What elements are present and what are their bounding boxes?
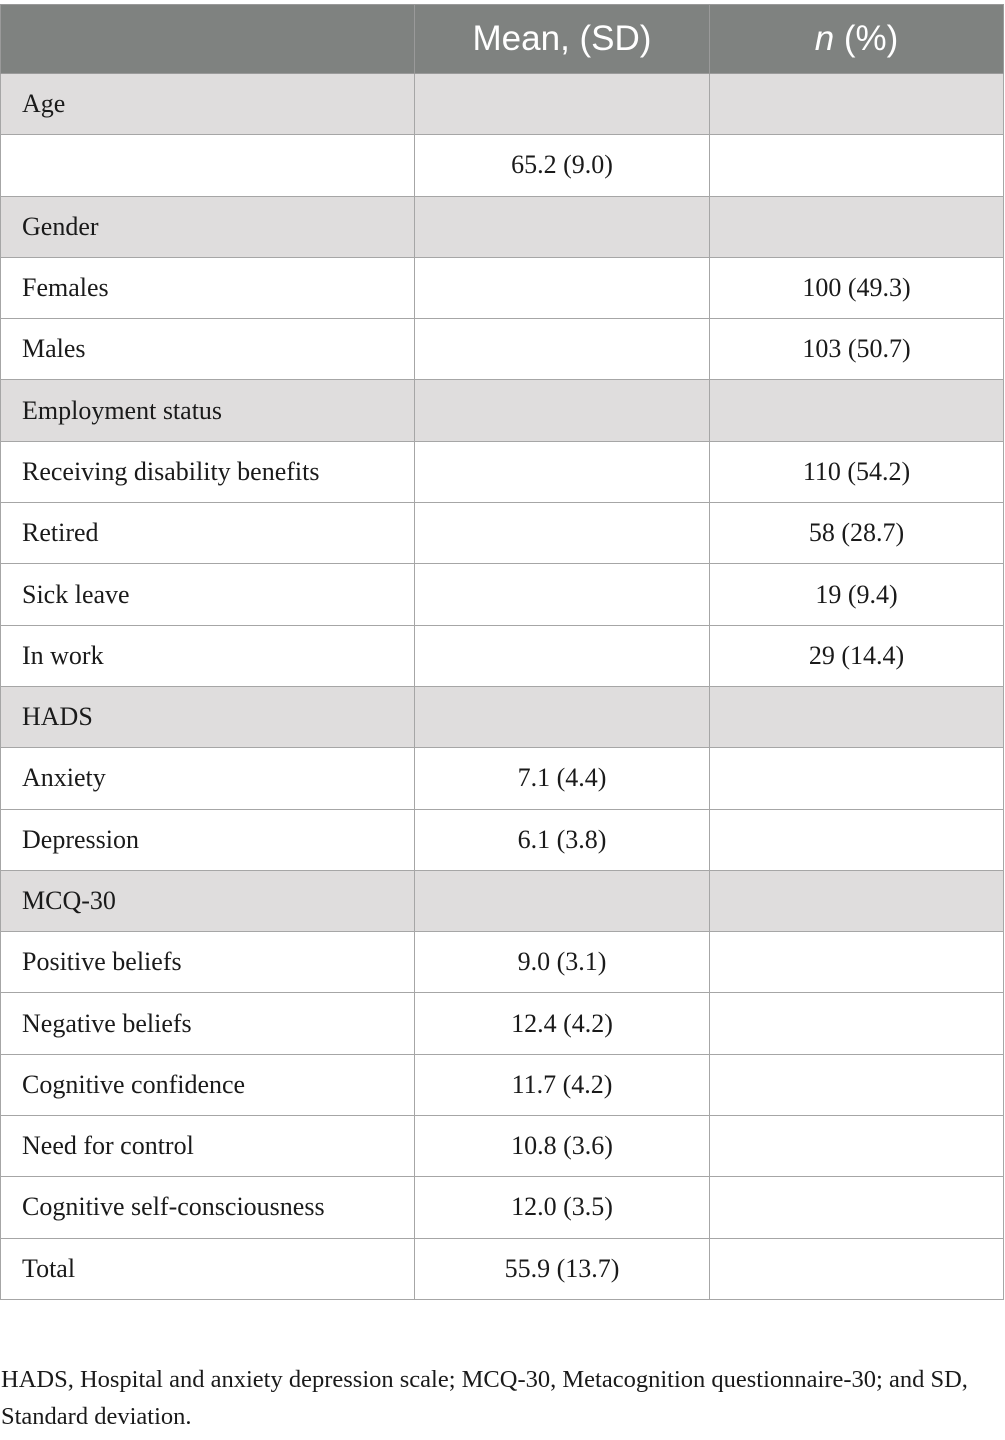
n-percent-cell: 58 (28.7) — [710, 503, 1004, 564]
n-percent-cell: 103 (50.7) — [710, 319, 1004, 380]
descriptive-statistics-table — [0, 4, 1004, 1300]
row-label: Total — [1, 1238, 415, 1299]
mean-sd-cell — [415, 503, 710, 564]
section-row — [1, 380, 1004, 441]
header-cell-label — [1, 5, 415, 74]
mean-sd-cell — [415, 319, 710, 380]
mean-sd-cell: 10.8 (3.6) — [415, 1116, 710, 1177]
table-header — [1, 5, 1004, 74]
mean-sd-cell: 7.1 (4.4) — [415, 748, 710, 809]
section-row — [1, 196, 1004, 257]
table-row — [1, 441, 1004, 502]
mean-sd-cell — [415, 441, 710, 502]
row-label — [1, 135, 415, 196]
n-percent-cell — [710, 748, 1004, 809]
table-row — [1, 319, 1004, 380]
table-row — [1, 1116, 1004, 1177]
table-row — [1, 257, 1004, 318]
n-percent-cell: 29 (14.4) — [710, 625, 1004, 686]
mean-sd-cell: 55.9 (13.7) — [415, 1238, 710, 1299]
n-percent-cell — [710, 135, 1004, 196]
n-percent-cell — [710, 809, 1004, 870]
n-percent-cell: 19 (9.4) — [710, 564, 1004, 625]
table-row — [1, 1054, 1004, 1115]
header-row — [1, 5, 1004, 74]
mean-sd-cell — [415, 196, 710, 257]
row-label: Positive beliefs — [1, 932, 415, 993]
row-label: Cognitive confidence — [1, 1054, 415, 1115]
row-label: Negative beliefs — [1, 993, 415, 1054]
row-label: In work — [1, 625, 415, 686]
header-cell-mean-sd: Mean, (SD) — [415, 5, 710, 74]
n-percent-cell — [710, 1177, 1004, 1238]
row-label: MCQ-30 — [1, 870, 415, 931]
row-label: Retired — [1, 503, 415, 564]
row-label: Age — [1, 74, 415, 135]
mean-sd-cell: 11.7 (4.2) — [415, 1054, 710, 1115]
n-percent-cell: 100 (49.3) — [710, 257, 1004, 318]
table-row — [1, 135, 1004, 196]
mean-sd-cell: 12.4 (4.2) — [415, 993, 710, 1054]
row-label: Males — [1, 319, 415, 380]
row-label: Females — [1, 257, 415, 318]
row-label: Gender — [1, 196, 415, 257]
row-label: Employment status — [1, 380, 415, 441]
table-body — [1, 74, 1004, 1300]
n-percent-cell — [710, 686, 1004, 747]
row-label: Sick leave — [1, 564, 415, 625]
n-percent-cell — [710, 196, 1004, 257]
row-label: HADS — [1, 686, 415, 747]
header-percent: (%) — [834, 19, 899, 58]
row-label: Cognitive self-consciousness — [1, 1177, 415, 1238]
n-percent-cell: 110 (54.2) — [710, 441, 1004, 502]
mean-sd-cell — [415, 870, 710, 931]
table-row — [1, 1177, 1004, 1238]
table-row — [1, 993, 1004, 1054]
row-label: Depression — [1, 809, 415, 870]
mean-sd-cell: 9.0 (3.1) — [415, 932, 710, 993]
n-percent-cell — [710, 870, 1004, 931]
table-row — [1, 809, 1004, 870]
table-row — [1, 625, 1004, 686]
mean-sd-cell — [415, 380, 710, 441]
n-percent-cell — [710, 1238, 1004, 1299]
table-row — [1, 564, 1004, 625]
row-label: Receiving disability benefits — [1, 441, 415, 502]
mean-sd-cell: 12.0 (3.5) — [415, 1177, 710, 1238]
row-label: Anxiety — [1, 748, 415, 809]
mean-sd-cell — [415, 564, 710, 625]
mean-sd-cell — [415, 257, 710, 318]
table-row — [1, 503, 1004, 564]
mean-sd-cell — [415, 686, 710, 747]
n-percent-cell — [710, 993, 1004, 1054]
section-row — [1, 686, 1004, 747]
mean-sd-cell: 65.2 (9.0) — [415, 135, 710, 196]
mean-sd-cell — [415, 625, 710, 686]
table-footnote: HADS, Hospital and anxiety depression scale; MCQ-30, Metacognition questionnaire-30; and SD, Standard deviation. — [1, 1366, 968, 1430]
n-percent-cell — [710, 932, 1004, 993]
header-cell-n-percent — [710, 5, 1004, 74]
section-row — [1, 870, 1004, 931]
table-row — [1, 932, 1004, 993]
mean-sd-cell — [415, 74, 710, 135]
n-percent-cell — [710, 1116, 1004, 1177]
n-percent-cell — [710, 74, 1004, 135]
n-percent-cell — [710, 380, 1004, 441]
table-row — [1, 748, 1004, 809]
header-n-italic: n — [814, 19, 835, 58]
n-percent-cell — [710, 1054, 1004, 1115]
section-row — [1, 74, 1004, 135]
row-label: Need for control — [1, 1116, 415, 1177]
mean-sd-cell: 6.1 (3.8) — [415, 809, 710, 870]
table-row — [1, 1238, 1004, 1299]
